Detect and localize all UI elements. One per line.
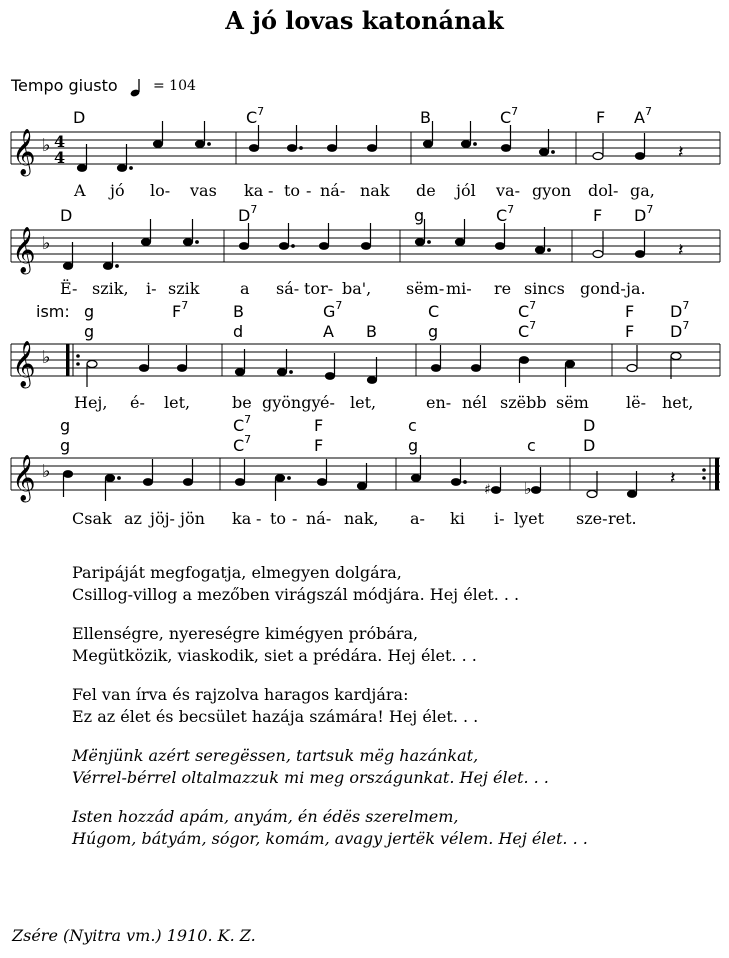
verse-line: Ellenségre, nyereségre kimégyen próbára, [72, 624, 419, 643]
staff-system-4 [0, 444, 729, 508]
chord-symbol: $C^7$ [496, 203, 515, 225]
chord-symbol: B [366, 322, 377, 341]
lyric-syllable: gyöngy [262, 393, 321, 412]
lyric-syllable: ja. [626, 279, 646, 298]
verses [72, 562, 712, 867]
lyric-syllable: nél [462, 393, 487, 412]
stanza [72, 684, 712, 728]
lyric-syllable: lyet [514, 509, 545, 528]
chord-symbol: F [596, 108, 606, 127]
time-signature: 4 [54, 132, 66, 151]
lyric-syllable: sëm- [406, 279, 445, 298]
chord-symbol: F [593, 206, 603, 225]
stanza [72, 806, 712, 850]
chord-symbol: F [314, 436, 324, 455]
lyric-syllable: gyon [532, 181, 572, 200]
lyric-syllable: A [74, 181, 86, 200]
sharp-icon: ♯ [484, 482, 491, 498]
chord-symbol: $C^7$ [233, 433, 252, 455]
lyric-syllable: szik [168, 279, 200, 298]
lyric-syllable: ki [450, 509, 465, 528]
verse-line: Csillog-villog a mezőben virágszál módjára. Hej élet. . . [72, 585, 520, 604]
lyric-syllable: az [124, 509, 142, 528]
verse-line: Paripáját megfogatja, elmegyen dolgára, [72, 563, 402, 582]
verse-line: Vérrel-bérrel oltalmazzuk mi meg országunkat. Hej élet. . . [72, 768, 549, 787]
tempo-marking: Tempo giusto [11, 76, 118, 95]
chord-symbol: d [233, 322, 244, 341]
chord-symbol: D [73, 108, 86, 127]
chord-symbol: $C^7$ [518, 319, 537, 341]
lyric-syllable: i- [146, 279, 157, 298]
lyric-syllable: sëm [556, 393, 589, 412]
lyric-syllable: szëbb [500, 393, 547, 412]
treble-clef-icon: 𝄞 [12, 227, 36, 273]
chord-symbol: $A^7$ [634, 105, 652, 127]
chord-symbol: g [84, 322, 95, 341]
flat-icon: ♭ [42, 347, 51, 368]
chord-symbol: B [233, 302, 244, 321]
chord-symbol: F [625, 302, 635, 321]
treble-clef-icon: 𝄞 [12, 341, 36, 387]
lyric-syllable: lo- [150, 181, 171, 200]
chord-symbol: g [60, 436, 71, 455]
flat-icon: ♭ [524, 479, 532, 498]
lyric-syllable: mi- [446, 279, 472, 298]
lyric-syllable: - [306, 181, 312, 200]
chord-symbol: $C^7$ [500, 105, 519, 127]
lyric-syllable: tor- [304, 279, 334, 298]
verse-line: Fel van írva és rajzolva haragos kardjára: [72, 685, 409, 704]
staff-system-1 [0, 118, 729, 182]
chord-symbol: D [583, 436, 596, 455]
lyric-syllable: é- [320, 393, 335, 412]
lyric-syllable: de [416, 181, 436, 200]
svg-text:4: 4 [54, 148, 66, 167]
quarter-note-icon [129, 78, 151, 98]
lyric-syllable: i- [494, 509, 505, 528]
lyric-syllable: jöj- [150, 509, 175, 528]
flat-icon: ♭ [42, 461, 51, 482]
chord-symbol: D [583, 416, 596, 435]
flat-icon: ♭ [42, 135, 51, 156]
lyric-syllable: let, [164, 393, 191, 412]
lyric-syllable: Hej, [74, 393, 108, 412]
chord-symbol: g [84, 302, 95, 321]
chord-symbol: D [60, 206, 73, 225]
lyric-syllable: to [270, 509, 287, 528]
lyric-syllable: let, [350, 393, 377, 412]
chord-symbol: g [414, 206, 425, 225]
chord-symbol: F [625, 322, 635, 341]
tempo-value: = 104 [153, 78, 196, 94]
lyric-syllable: jó [110, 181, 125, 200]
stanza [72, 745, 712, 789]
lyric-syllable: ga, [630, 181, 655, 200]
lyric-syllable: dol- [588, 181, 619, 200]
lyric-syllable: to [284, 181, 301, 200]
lyric-syllable: ret. [608, 509, 637, 528]
lyric-syllable: Ë- [60, 279, 78, 298]
lyric-syllable: Csak [72, 509, 112, 528]
chord-symbol: C [428, 302, 440, 321]
lyric-syllable: a- [410, 509, 425, 528]
lyric-syllable: sá- [276, 279, 300, 298]
lyric-syllable: be [232, 393, 252, 412]
verse-line: Isten hozzád apám, anyám, én édës szerelmem, [72, 807, 459, 826]
lyric-syllable: ka [244, 181, 264, 200]
chord-symbol: $D^7$ [238, 203, 258, 225]
source-note: Zsére (Nyitra vm.) 1910. K. Z. [12, 926, 256, 945]
lyric-syllable: é- [130, 393, 145, 412]
treble-clef-icon: 𝄞 [12, 129, 36, 175]
lyric-syllable: a [240, 279, 250, 298]
rest-icon: 𝄽 [678, 142, 684, 163]
staff-system-3 [0, 330, 729, 394]
chord-symbol: c [408, 416, 417, 435]
lyric-syllable: - [292, 509, 298, 528]
lyric-syllable: - [268, 181, 274, 200]
lyric-syllable: ná- [306, 509, 332, 528]
lyric-syllable: va- [496, 181, 520, 200]
stanza [72, 562, 712, 606]
lyric-syllable: - [256, 509, 262, 528]
lyric-syllable: jól [456, 181, 476, 200]
lyric-syllable: het, [662, 393, 694, 412]
verse-line: Mënjünk azért seregëssen, tartsuk mëg hazánkat, [72, 746, 479, 765]
chord-symbol: c [527, 436, 536, 455]
chord-symbol: $D^7$ [670, 319, 690, 341]
lyric-syllable: jön [180, 509, 205, 528]
chord-symbol: F [314, 416, 324, 435]
lyric-syllable: sincs [524, 279, 565, 298]
chord-symbol: B [420, 108, 431, 127]
notes [87, 345, 681, 387]
lyric-syllable: re [494, 279, 512, 298]
chord-symbol: $G^7$ [323, 299, 343, 321]
chord-symbol: $C^7$ [246, 105, 265, 127]
chord-symbol: $D^7$ [634, 203, 654, 225]
lyric-syllable: ka [232, 509, 252, 528]
lyric-syllable: nak, [344, 509, 379, 528]
staff-system-2 [0, 216, 729, 280]
rest-icon: 𝄽 [670, 468, 676, 489]
treble-clef-icon: 𝄞 [12, 455, 36, 501]
chord-symbol: $C^7$ [518, 299, 537, 321]
chord-symbol: $C^7$ [233, 413, 252, 435]
chord-symbol: A [323, 322, 334, 341]
lyric-syllable: nak [360, 181, 390, 200]
verse-line: Ez az élet és becsület hazája számára! Hej élet. . . [72, 707, 479, 726]
lyric-syllable: szik, [92, 279, 129, 298]
chord-symbol: g [60, 416, 71, 435]
flat-icon: ♭ [42, 233, 51, 254]
repeat-chord-label: ism: [36, 302, 70, 321]
lyric-syllable: en- [426, 393, 452, 412]
rest-icon: 𝄽 [678, 240, 684, 261]
lyric-syllable: lë- [626, 393, 646, 412]
chord-symbol: g [408, 436, 419, 455]
chord-symbol: g [428, 322, 439, 341]
lyric-syllable: ba', [342, 279, 372, 298]
chord-symbol: $F^7$ [172, 299, 189, 321]
chord-symbol: $D^7$ [670, 299, 690, 321]
lyric-syllable: vas [190, 181, 217, 200]
stanza [72, 623, 712, 667]
lyric-syllable: sze- [576, 509, 608, 528]
song-title: A jó lovas katonának [225, 6, 504, 35]
lyric-syllable: gond- [580, 279, 626, 298]
notes [64, 455, 637, 501]
verse-line: Húgom, bátyám, sógor, komám, avagy jertëk vélem. Hej élet. . . [72, 829, 588, 848]
verse-line: Megütközik, viaskodik, siet a prédára. Hej élet. . . [72, 646, 477, 665]
lyric-syllable: ná- [320, 181, 346, 200]
